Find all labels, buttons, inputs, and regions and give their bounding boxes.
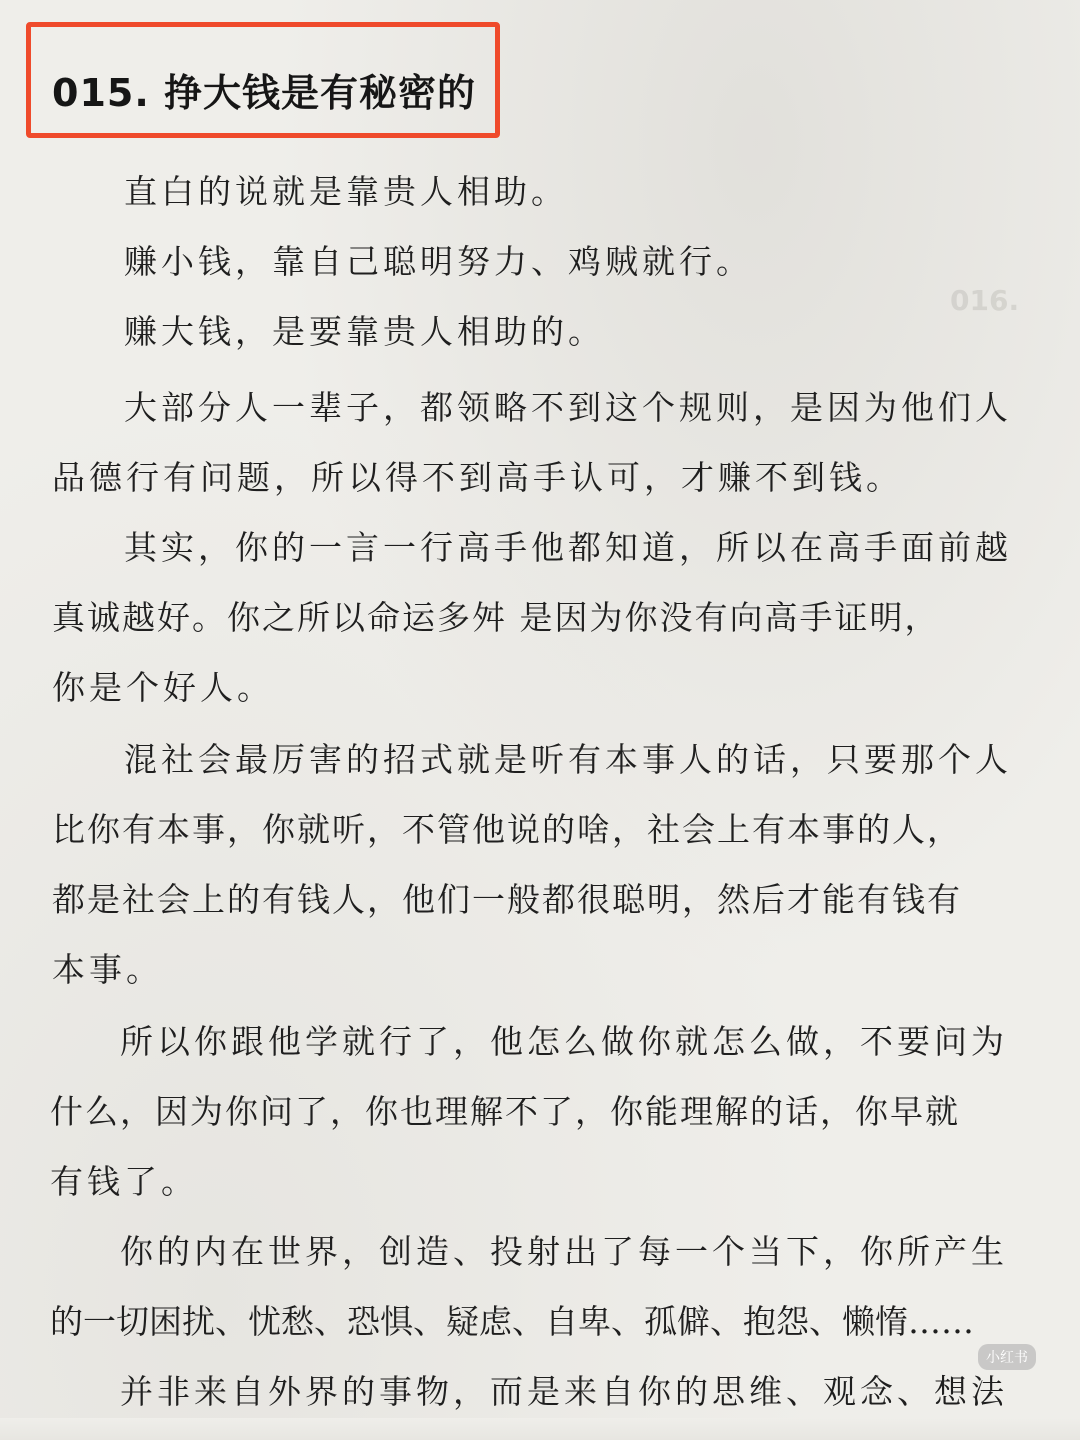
text-line: 有钱了。	[50, 1162, 198, 1201]
page-title: 015. 挣大钱是有秘密的	[52, 71, 476, 115]
text-line: 所以你跟他学就行了，他怎么做你就怎么做，不要问为	[120, 1022, 1008, 1061]
text-line: 大部分人一辈子，都领略不到这个规则，是因为他们人	[124, 388, 1012, 427]
text-line: 直白的说就是靠贵人相助。	[124, 172, 568, 211]
text-line: 混社会最厉害的招式就是听有本事人的话，只要那个人	[124, 740, 1012, 779]
page-bottom-edge	[0, 1418, 1080, 1440]
watermark-badge: 小红书	[978, 1344, 1036, 1370]
text-line: 都是社会上的有钱人，他们一般都很聪明，然后才能有钱有	[52, 880, 962, 919]
text-line: 赚小钱，靠自己聪明努力、鸡贼就行。	[124, 242, 753, 281]
text-line: 本事。	[52, 950, 163, 989]
text-line: 你是个好人。	[52, 668, 274, 707]
text-line: 并非来自外界的事物，而是来自你的思维、观念、想法	[120, 1372, 1008, 1411]
text-line: 品德行有问题，所以得不到高手认可，才赚不到钱。	[52, 458, 903, 497]
text-line: 的一切困扰、忧愁、恐惧、疑虑、自卑、孤僻、抱怨、懒惰……	[50, 1302, 974, 1341]
text-line: 你的内在世界，创造、投射出了每一个当下，你所产生	[120, 1232, 1008, 1271]
text-line: 比你有本事，你就听，不管他说的啥，社会上有本事的人，	[52, 810, 962, 849]
text-line: 什么，因为你问了，你也理解不了，你能理解的话，你早就	[50, 1092, 960, 1131]
text-line: 真诚越好。你之所以命运多舛 是因为你没有向高手证明，	[52, 598, 940, 637]
bleed-through-heading: 016.	[950, 284, 1020, 317]
text-line: 赚大钱，是要靠贵人相助的。	[124, 312, 605, 351]
text-line: 其实，你的一言一行高手他都知道，所以在高手面前越	[124, 528, 1012, 567]
